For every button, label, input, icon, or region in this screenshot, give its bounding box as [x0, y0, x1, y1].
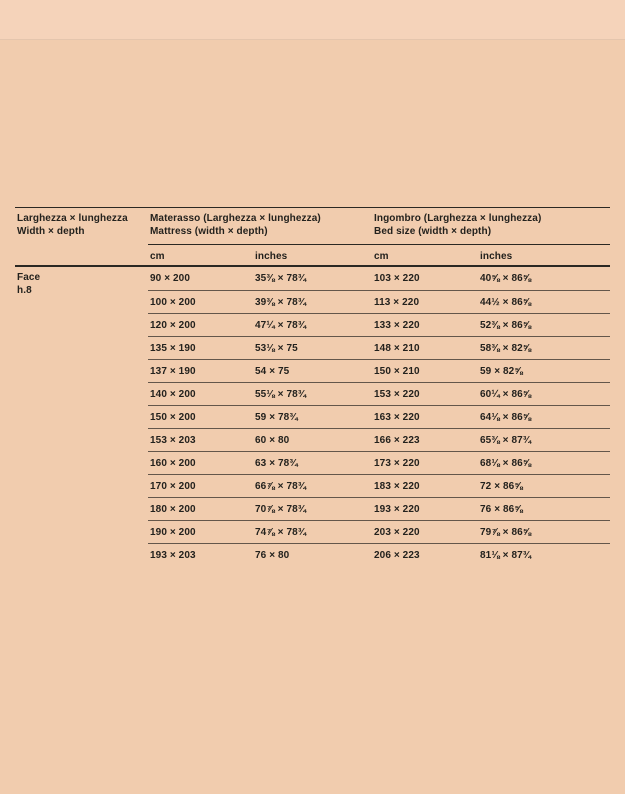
mattress-inches-cell: 59 × 78¾ [253, 405, 372, 428]
bed-cm-cell: 150 × 210 [372, 359, 478, 382]
column-header-bedsize-it: Ingombro (Larghezza × lunghezza) [374, 213, 542, 224]
mattress-cm-cell: 120 × 200 [148, 313, 253, 336]
mattress-cm-cell: 140 × 200 [148, 382, 253, 405]
mattress-inches-cell: 70⅞ × 78¾ [253, 497, 372, 520]
bed-cm-cell: 133 × 220 [372, 313, 478, 336]
subheader-bed-cm: cm [372, 245, 478, 267]
row-group-label [17, 271, 40, 297]
bed-inches-cell: 72 × 86⅝ [478, 474, 610, 497]
column-header-bedsize-en: Bed size (width × depth) [374, 226, 492, 237]
mattress-inches-cell: 76 × 80 [253, 543, 372, 566]
column-header-dimensions [15, 208, 148, 245]
bed-inches-cell: 81⅛ × 87¾ [478, 543, 610, 566]
bed-inches-cell: 60¼ × 86⅝ [478, 382, 610, 405]
bed-cm-cell: 173 × 220 [372, 451, 478, 474]
bed-inches-cell: 44½ × 86⅝ [478, 290, 610, 313]
subheader-mattress-cm: cm [148, 245, 253, 267]
bed-cm-cell: 163 × 220 [372, 405, 478, 428]
mattress-cm-cell: 170 × 200 [148, 474, 253, 497]
bed-inches-cell: 65⅜ × 87¾ [478, 428, 610, 451]
bed-inches-cell: 64⅛ × 86⅝ [478, 405, 610, 428]
mattress-inches-cell: 54 × 75 [253, 359, 372, 382]
bed-cm-cell: 103 × 220 [374, 273, 420, 284]
bed-cm-cell: 113 × 220 [372, 290, 478, 313]
mattress-cm-cell: 160 × 200 [148, 451, 253, 474]
column-header-mattress-it: Materasso (Larghezza × lunghezza) [150, 213, 321, 224]
bed-inches-cell: 59 × 82⅝ [478, 359, 610, 382]
bed-inches-cell: 68⅛ × 86⅝ [478, 451, 610, 474]
bed-cm-cell: 203 × 220 [372, 520, 478, 543]
mattress-inches-cell: 66⅞ × 78¾ [253, 474, 372, 497]
size-spec-table [15, 207, 610, 566]
bed-inches-cell: 79⅞ × 86⅝ [478, 520, 610, 543]
mattress-cm-cell: 190 × 200 [148, 520, 253, 543]
row-group-label-height: h.8 [17, 285, 32, 296]
column-header-bedsize [372, 208, 610, 245]
subheader-mattress-inches: inches [253, 245, 372, 267]
mattress-inches-cell: 74⅞ × 78¾ [253, 520, 372, 543]
column-header-dimensions-en: Width × depth [17, 226, 85, 237]
mattress-inches-cell: 53⅛ × 75 [253, 336, 372, 359]
bed-cm-cell: 206 × 223 [372, 543, 478, 566]
top-band [0, 0, 625, 40]
column-header-mattress [148, 208, 372, 245]
column-header-mattress-en: Mattress (width × depth) [150, 226, 268, 237]
mattress-cm-cell: 150 × 200 [148, 405, 253, 428]
row-group-label-name: Face [17, 272, 41, 283]
mattress-cm-cell: 100 × 200 [148, 290, 253, 313]
mattress-cm-cell: 193 × 203 [148, 543, 253, 566]
bed-cm-cell: 153 × 220 [372, 382, 478, 405]
subheader-spacer [15, 245, 148, 267]
mattress-inches-cell: 35⅜ × 78¾ [255, 273, 307, 284]
mattress-inches-cell: 55⅛ × 78¾ [253, 382, 372, 405]
subheader-bed-inches: inches [478, 245, 610, 267]
mattress-inches-cell: 47¼ × 78¾ [253, 313, 372, 336]
column-header-dimensions-it: Larghezza × lunghezza [17, 213, 128, 224]
mattress-inches-cell: 39⅜ × 78¾ [253, 290, 372, 313]
mattress-inches-cell: 60 × 80 [253, 428, 372, 451]
bed-inches-cell: 58⅜ × 82⅝ [478, 336, 610, 359]
mattress-inches-cell: 63 × 78¾ [253, 451, 372, 474]
bed-inches-cell: 40⅝ × 86⅝ [480, 273, 532, 284]
mattress-cm-cell: 180 × 200 [148, 497, 253, 520]
bed-cm-cell: 166 × 223 [372, 428, 478, 451]
mattress-cm-cell: 90 × 200 [150, 273, 191, 284]
mattress-cm-cell: 135 × 190 [148, 336, 253, 359]
bed-inches-cell: 76 × 86⅝ [478, 497, 610, 520]
mattress-cm-cell: 153 × 203 [148, 428, 253, 451]
bed-cm-cell: 183 × 220 [372, 474, 478, 497]
bed-inches-cell: 52⅜ × 86⅝ [478, 313, 610, 336]
mattress-cm-cell: 137 × 190 [148, 359, 253, 382]
bed-cm-cell: 148 × 210 [372, 336, 478, 359]
bed-cm-cell: 193 × 220 [372, 497, 478, 520]
